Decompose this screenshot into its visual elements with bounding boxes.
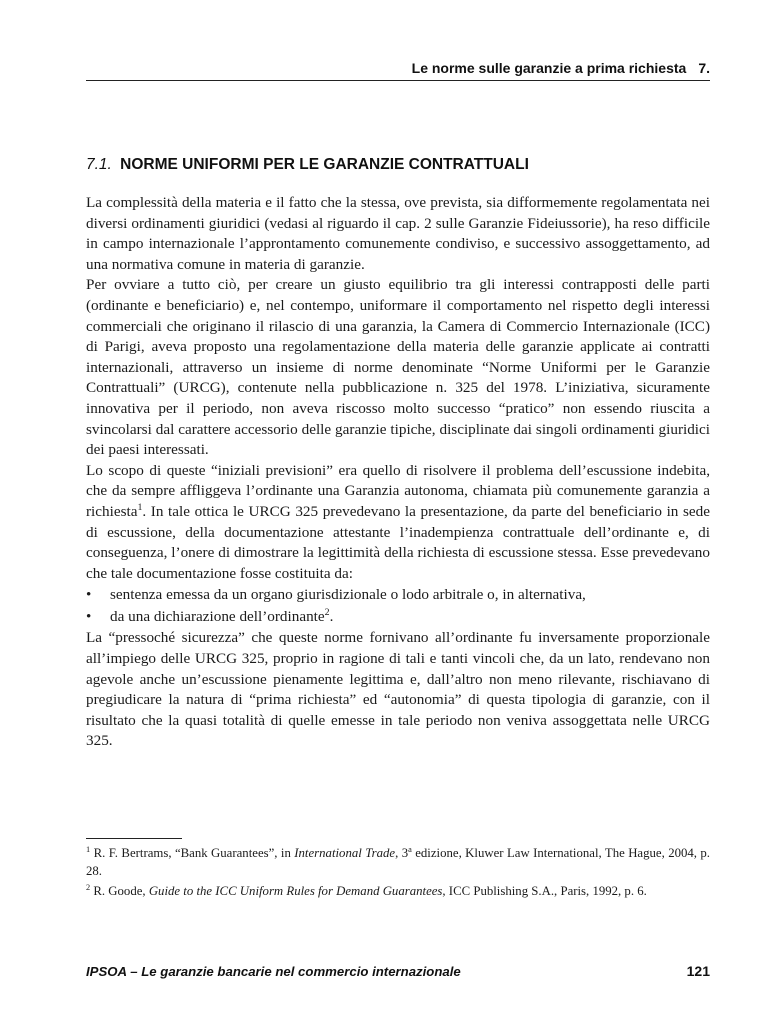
bullet-icon: • — [86, 586, 92, 604]
chapter-title: Le norme sulle garanzie a prima richiesta — [411, 60, 687, 76]
bullet-list — [86, 585, 710, 627]
paragraph: La complessità della materia e il fatto che la stessa, ove prevista, sia difformemente regolamentata nei diversi ordinamenti giuridici (vedasi al riguardo il cap. 2 sulle Garanzie Fideiussorie), ha reso difficile in campo internazionale l’approntamento comunemente condiviso, e successivo assoggettamento, ad una normativa comune in materia di garanzie. — [86, 194, 710, 273]
footnote-divider — [86, 838, 182, 839]
edition-superscript: a — [408, 845, 412, 855]
footnote-text: , ICC Publishing S.A., Paris, 1992, p. 6. — [442, 884, 647, 898]
paragraph-text: Lo scopo di queste “iniziali previsioni” era quello di risolvere il problema dell’escussione indebita, che da sempre affliggeva l’ordinante una Garanzia autonoma, chiamata più comunemente garanzia a richiesta — [86, 461, 710, 520]
running-footer — [86, 963, 710, 979]
body-text — [86, 193, 710, 752]
paragraph: La “pressoché sicurezza” che queste norme fornivano all’ordinante fu inversamente proporzionale all’impiego delle URCG 325, proprio in ragione di tali e tanti vincoli che, da un lato, rendevano non agevole anche un’escussione pienamente legittima e, dall’altro non meno rilevante, rischiavano di pregiudicare la natura di “prima richiesta” ed “autonomia” di questa tipologia di garanzie, con il risultato che la quasi totalità di quelle emesse in tale periodo non veniva assoggettata nelle URCG 325. — [86, 629, 710, 750]
footnote-text: , 3 — [395, 846, 409, 860]
footnotes — [86, 845, 710, 904]
footnote-ref-2[interactable]: 2 — [324, 606, 330, 618]
list-item-text: . — [329, 607, 334, 625]
list-item — [86, 607, 710, 628]
footnote-1 — [86, 845, 710, 880]
section-title: NORME UNIFORMI PER LE GARANZIE CONTRATTUALI — [120, 156, 529, 173]
list-item-text: da una dichiarazione dell’ordinante — [110, 607, 325, 625]
footnote-text: R. F. Bertrams, “Bank Guarantees”, in — [90, 846, 295, 860]
section-heading — [86, 156, 710, 174]
paragraph-text: . In tale ottica le URCG 325 prevedevano la presentazione, da parte del beneficiario in sede di escussione, della documentazione attestante l’inadempienza contrattuale dell’ordinante e, di conseguenza, l’onere di dimostrare la legittimità della richiesta di escussione stessa. Esse prevedevano che tale documentazione fosse costituita da: — [86, 502, 710, 582]
list-item — [86, 585, 710, 606]
publication-title: IPSOA – Le garanzie bancarie nel commercio internazionale — [86, 964, 461, 979]
paragraph — [86, 461, 710, 585]
bullet-icon: • — [86, 607, 92, 625]
running-header — [86, 60, 710, 81]
page-number: 121 — [686, 963, 710, 979]
chapter-number: 7. — [698, 60, 710, 76]
list-item-text: sentenza emessa da un organo giurisdizionale o lodo arbitrale o, in alternativa, — [110, 586, 586, 604]
section-number: 7.1. — [86, 156, 112, 173]
footnote-number: 2 — [86, 883, 91, 893]
footnote-text: edizione, Kluwer Law International, The Hague, 2004, p. 28. — [86, 846, 711, 878]
footnote-work-title: International Trade — [294, 846, 396, 860]
footnote-work-title: Guide to the ICC Uniform Rules for Demand Guarantees — [148, 884, 443, 898]
footnote-number: 1 — [86, 845, 91, 855]
footnote-ref-1[interactable]: 1 — [137, 501, 143, 513]
paragraph: Per ovviare a tutto ciò, per creare un giusto equilibrio tra gli interessi contrapposti delle parti (ordinante e beneficiario) e, nel contempo, uniformare il comportamento nel rispetto degli interessi commerciali che originano il rilascio di una garanzia, la Camera di Commercio Internazionale (ICC) di Parigi, aveva proposto una regolamentazione della materia delle garanzie applicate ai contratti internazionali, attraverso un insieme di norme denominate “Norme Uniformi per le Garanzie Contrattuali” (URCG), contenute nella pubblicazione n. 325 del 1978. L’iniziativa, sicuramente innovativa per il periodo, non aveva riscosso molto successo “pratico” non essendo riuscita a svincolarsi dal carattere accessorio delle garanzie tipiche, disciplinate dai singoli ordinamenti giuridici dei paesi interessati. — [86, 276, 710, 459]
footnote-2 — [86, 883, 710, 901]
footnote-text: R. Goode, — [90, 884, 149, 898]
